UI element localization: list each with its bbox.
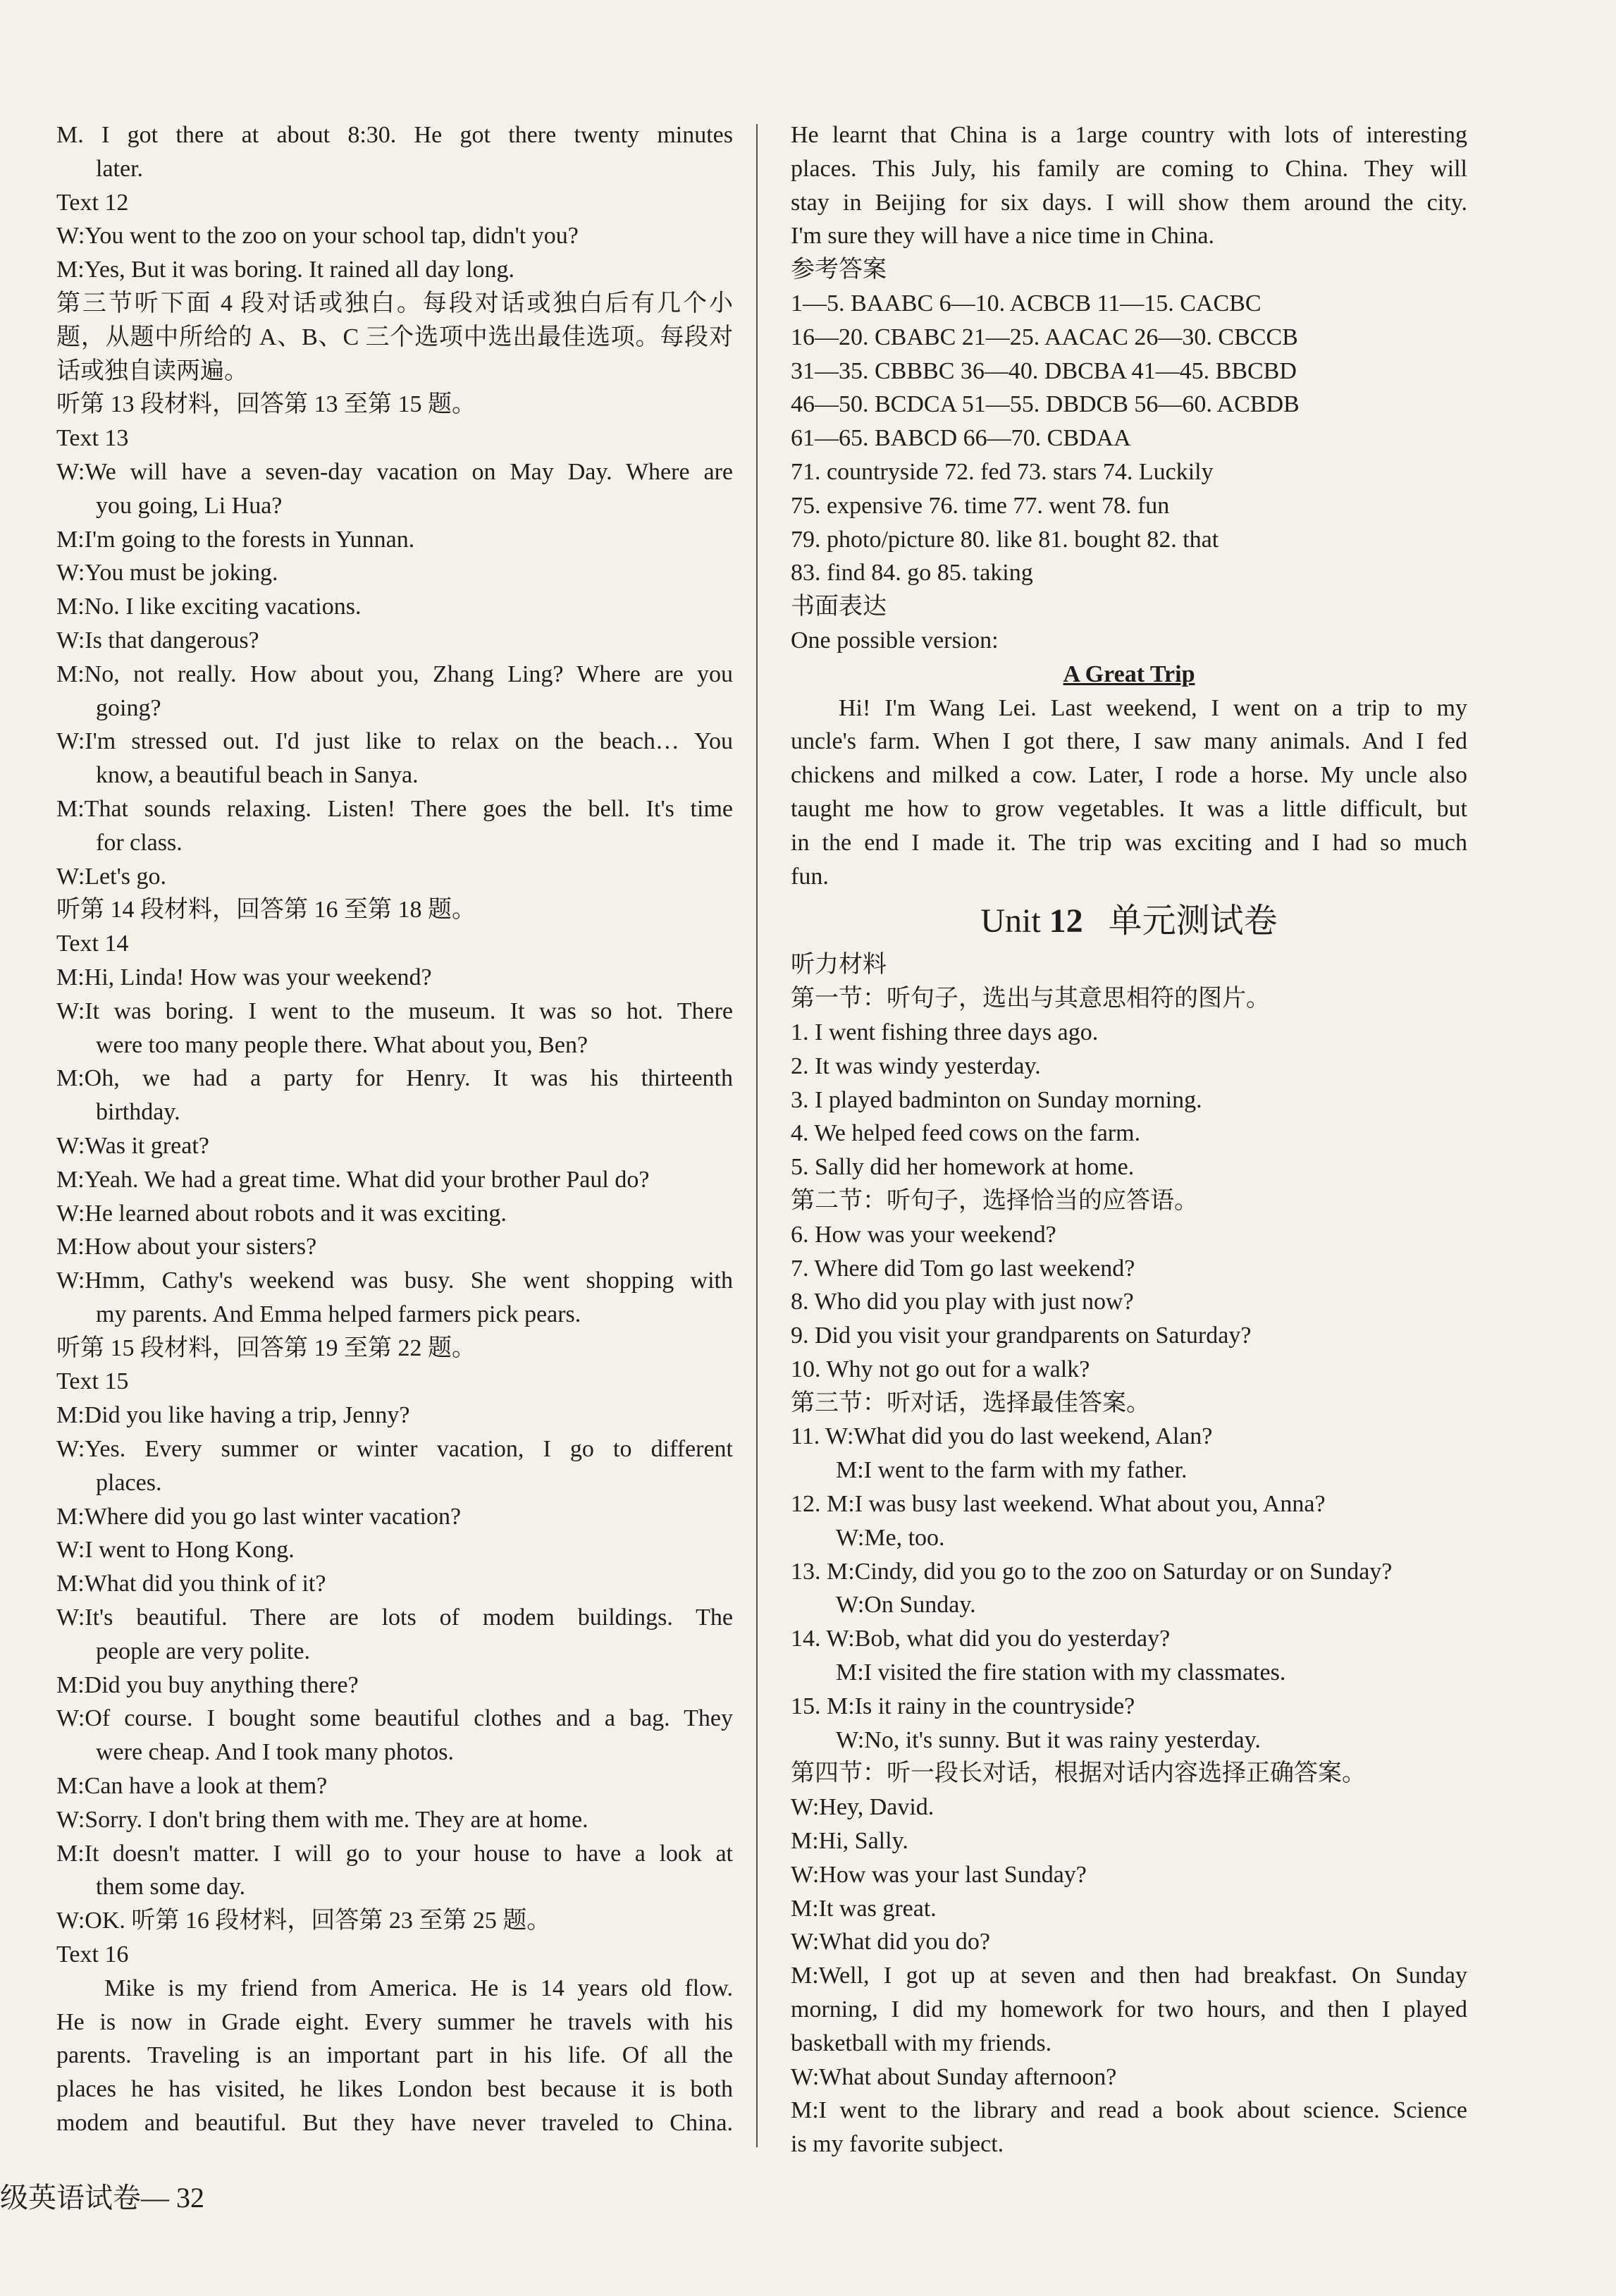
text-line: 79. photo/picture 80. like 81. bought 82. that [791,526,1219,553]
text-line: modem and beautiful. But they have never traveled to China. [56,2110,733,2137]
text-line: W:Is that dangerous? [56,627,259,653]
text-line: M:No. I like exciting vacations. [56,594,362,620]
text-line: my parents. And Emma helped farmers pick pears. [96,1301,581,1327]
text-line: 11. W:What did you do last weekend, Alan? [791,1423,1213,1450]
text-line: know, a beautiful beach in Sanya. [96,762,419,789]
text-line: Text 12 [56,189,129,216]
text-line: 1—5. BAABC 6—10. ACBCB 11—15. CACBC [791,290,1262,317]
text-line: you going, Li Hua? [96,492,283,519]
text-line: M:It doesn't matter. I will go to your house to have a look at [56,1840,733,1867]
text-line: M:Did you like having a trip, Jenny? [56,1402,410,1429]
text-line: W:Sorry. I don't bring them with me. They are at home. [56,1806,588,1833]
text-line: M:How about your sisters? [56,1234,317,1260]
text-line: 15. M:Is it rainy in the countryside? [791,1693,1135,1719]
text-line: W:Was it great? [56,1132,209,1159]
text-line: 8. Who did you play with just now? [791,1289,1134,1315]
text-line: M:What did you think of it? [56,1571,326,1597]
text-line: M:It was great. [791,1895,937,1922]
text-line: W:I'm stressed out. I'd just like to relax on the beach… You [56,728,733,755]
text-line: 第三节听下面 4 段对话或独白。每段对话或独白后有几个小 [56,290,733,317]
text-line: Hi! I'm Wang Lei. Last weekend, I went on a trip to my [839,694,1467,721]
column-divider [756,124,758,2147]
right-column [791,118,1467,2161]
text-line: M:That sounds relaxing. Listen! There goes the bell. It's time [56,795,733,822]
text-line: M:I'm going to the forests in Yunnan. [56,526,415,553]
text-line: Mike is my friend from America. He is 14 years old flow. [104,1975,733,2001]
text-line: 听第 14 段材料，回答第 16 至第 18 题。 [56,897,476,923]
text-line: W:No, it's sunny. But it was rainy yesterday. [836,1726,1261,1753]
text-line: fun. [791,863,829,890]
text-line: 第三节：听对话，选择最佳答案。 [791,1389,1150,1416]
text-line: morning, I did my homework for two hours, and then I played [791,1996,1467,2023]
text-line: for class. [96,829,183,856]
text-line: stay in Beijing for six days. I will show them around the city. [791,189,1467,216]
text-line: W:You must be joking. [56,560,278,587]
text-line: 31—35. CBBBC 36—40. DBCBA 41—45. BBCBD [791,357,1297,384]
text-line: 3. I played badminton on Sunday morning. [791,1086,1202,1113]
text-line: W:What about Sunday afternoon? [791,2063,1117,2090]
text-line: W:How was your last Sunday? [791,1861,1087,1888]
text-line: 6. How was your weekend? [791,1221,1056,1248]
text-line: W:Of course. I bought some beautiful clothes and a bag. They [56,1705,733,1732]
text-line: M:Well, I got up at seven and then had breakfast. On Sunday [791,1963,1467,1989]
text-line: going? [96,694,161,721]
text-line: people are very polite. [96,1638,310,1664]
text-line: W:Hey, David. [791,1794,935,1821]
text-line: 75. expensive 76. time 77. went 78. fun [791,492,1170,519]
text-line: places he has visited, he likes London best because it is both [56,2076,733,2103]
text-line: chickens and milked a cow. Later, I rode a horse. My uncle also [791,762,1467,789]
text-line: were too many people there. What about you, Ben? [96,1031,588,1058]
text-line: 话或独自读两遍。 [56,357,248,384]
text-line: 第二节：听句子，选择恰当的应答语。 [791,1187,1198,1214]
text-line: 第四节：听一段长对话，根据对话内容选择正确答案。 [791,1760,1366,1787]
text-line: W:It's beautiful. There are lots of modem buildings. The [56,1604,733,1631]
left-column [56,118,733,2140]
text-line: M:Where did you go last winter vacation? [56,1503,462,1530]
text-line: basketball with my friends. [791,2030,1052,2056]
text-line: M:I went to the farm with my father. [836,1457,1188,1484]
text-line: One possible version: [791,627,999,653]
text-line: later. [96,155,144,182]
text-line: W:He learned about robots and it was exciting. [56,1200,507,1227]
text-line: W:Let's go. [56,863,166,890]
text-line: in the end I made it. The trip was exciting and I had so much [791,829,1467,856]
text-line: M:Can have a look at them? [56,1773,328,1800]
text-line: 第一节：听句子，选出与其意思相符的图片。 [791,986,1270,1012]
text-line: W:On Sunday. [836,1592,976,1619]
text-line: 参考答案 [791,257,887,283]
text-line: W:You went to the zoo on your school tap, didn't you? [56,223,579,250]
text-line: Text 16 [56,1941,129,1968]
text-line: Text 15 [56,1368,129,1395]
text-line: M:I went to the library and read a book about science. Science [791,2097,1467,2124]
text-line: W:We will have a seven-day vacation on May Day. Where are [56,458,733,485]
text-line: M:Yeah. We had a great time. What did your brother Paul do? [56,1166,650,1193]
text-line: 听第 13 段材料，回答第 13 至第 15 题。 [56,391,476,418]
text-line: W:I went to Hong Kong. [56,1537,295,1564]
text-line: W:It was boring. I went to the museum. It was so hot. There [56,997,733,1024]
text-line: 16—20. CBABC 21—25. AACAC 26—30. CBCCB [791,324,1298,350]
unit-heading [791,899,1467,944]
text-line: uncle's farm. When I got there, I saw many animals. And I fed [791,728,1467,755]
text-line: is my favorite subject. [791,2131,1004,2158]
text-line: Text 13 [56,425,129,452]
text-line: W:Me, too. [836,1524,945,1551]
text-line: M. I got there at about 8:30. He got there twenty minutes [56,122,733,148]
text-line: birthday. [96,1099,180,1126]
right-column-bottom [791,948,1467,2161]
text-line: W:What did you do? [791,1929,990,1956]
text-line: M:No, not really. How about you, Zhang Ling? Where are you [56,661,733,687]
text-line: I'm sure they will have a nice time in China. [791,223,1214,250]
text-line: 听力材料 [791,952,887,978]
text-line: 14. W:Bob, what did you do yesterday? [791,1626,1171,1652]
text-line: parents. Traveling is an important part in his life. Of all the [56,2042,733,2069]
text-line: 书面表达 [791,594,887,620]
text-line: 9. Did you visit your grandparents on Saturday? [791,1322,1252,1349]
text-line: 听第 15 段材料，回答第 19 至第 22 题。 [56,1334,476,1361]
text-line: 2. It was windy yesterday. [791,1052,1041,1079]
text-line: them some day. [96,1874,246,1901]
text-line: 71. countryside 72. fed 73. stars 74. Luckily [791,458,1214,485]
text-line: M:Hi, Sally. [791,1828,908,1855]
text-line: places. This July, his family are coming to China. They will [791,155,1467,182]
text-line: He learnt that China is a 1arge country with lots of interesting [791,122,1467,148]
text-line: 1. I went fishing three days ago. [791,1019,1099,1045]
text-line: M:Did you buy anything there? [56,1671,359,1698]
text-line: taught me how to grow vegetables. It was a little difficult, but [791,795,1467,822]
text-line: 61—65. BABCD 66—70. CBDAA [791,425,1131,452]
unit-heading-number: 12 [1049,902,1083,940]
text-line: 83. find 84. go 85. taking [791,560,1033,587]
text-line: places. [96,1469,162,1496]
text-line: He is now in Grade eight. Every summer he travels with his [56,2008,733,2035]
text-line: 13. M:Cindy, did you go to the zoo on Saturday or on Sunday? [791,1558,1393,1585]
text-line: M:Yes, But it was boring. It rained all day long. [56,257,515,283]
text-line: 5. Sally did her homework at home. [791,1154,1135,1181]
text-line: Text 14 [56,931,129,957]
text-line: M:Hi, Linda! How was your weekend? [56,964,432,990]
text-line: were cheap. And I took many photos. [96,1739,454,1766]
text-line: 7. Where did Tom go last weekend? [791,1255,1135,1282]
page-footer-text: 级英语试卷— 32 [0,2182,204,2214]
text-line: M:I visited the fire station with my classmates. [836,1659,1286,1686]
page-footer [0,2178,204,2218]
text-line: 12. M:I was busy last weekend. What about you, Anna? [791,1491,1326,1518]
right-column-top [791,118,1467,893]
text-line: M:Oh, we had a party for Henry. It was his thirteenth [56,1065,733,1092]
text-line: 46—50. BCDCA 51—55. DBDCB 56—60. ACBDB [791,391,1300,418]
text-line: W:Yes. Every summer or winter vacation, I go to different [56,1436,733,1463]
text-line: 10. Why not go out for a walk? [791,1356,1090,1382]
text-line: 4. We helped feed cows on the farm. [791,1120,1141,1147]
text-line: W:OK. 听第 16 段材料，回答第 23 至第 25 题。 [56,1908,551,1934]
text-line: W:Hmm, Cathy's weekend was busy. She went shopping with [56,1267,733,1294]
text-line: 题，从题中所给的 A、B、C 三个选项中选出最佳选项。每段对 [56,324,733,350]
text-line: A Great Trip [1063,661,1195,687]
unit-heading-suffix: 单元测试卷 [1083,902,1278,940]
unit-heading-prefix: Unit [980,902,1049,940]
